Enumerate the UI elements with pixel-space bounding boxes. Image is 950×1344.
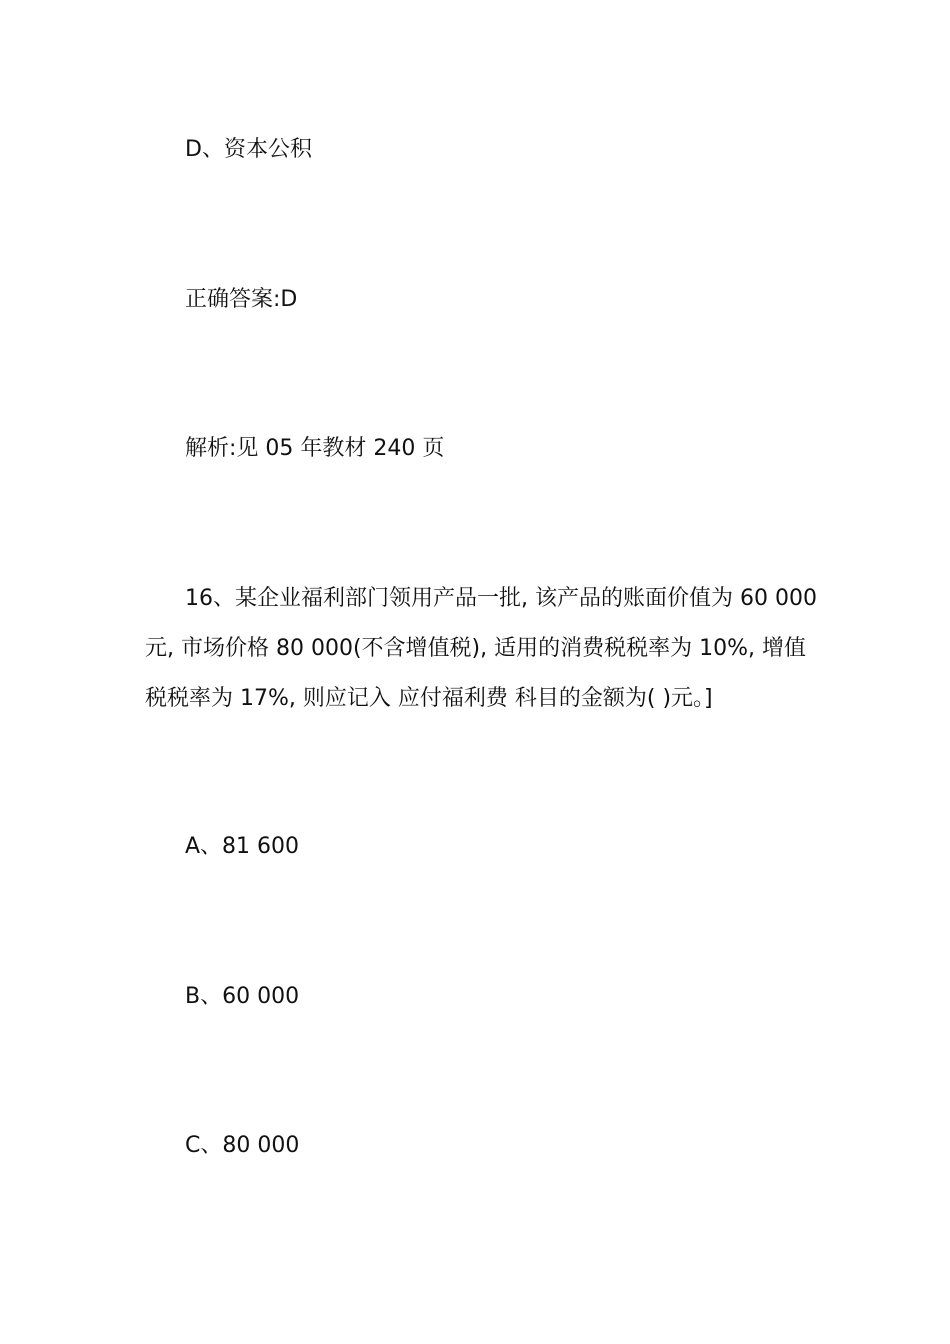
option-c: C、80 000 [185,1133,300,1158]
option-d: D、资本公积 [185,137,312,162]
explanation: 解析:见 05 年教材 240 页 [185,436,445,461]
option-a: A、81 600 [185,834,300,859]
correct-answer: 正确答案:D [185,287,298,312]
option-b: B、60 000 [185,984,300,1009]
question-16-stem: 16、某企业福利部门领用产品一批, 该产品的账面价值为 60 000 元, 市场价格 80 000(不含增值税), 适用的消费税税率为 10%, 增值税税率为 17%, 则应记入 应付福利费 科目的金额为( )元。] [145,586,817,711]
